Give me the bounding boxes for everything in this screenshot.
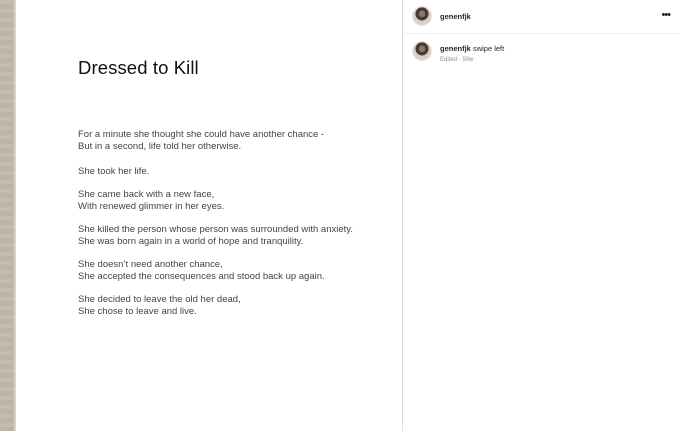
poem-line: She took her life.	[78, 166, 150, 177]
poem-line: For a minute she thought she could have another chance -	[78, 129, 325, 140]
caption-body: swipe left	[472, 44, 505, 53]
poem-stanza-4	[78, 224, 353, 249]
caption-text	[440, 44, 504, 53]
poem-stanza-1	[78, 129, 324, 154]
caption-comment	[413, 42, 670, 72]
poem-line: She killed the person whose person was surrounded with anxiety.	[78, 224, 353, 235]
more-horizontal-icon[interactable]: •••	[661, 9, 670, 21]
poem-line: But in a second, life told her otherwise.	[78, 141, 242, 153]
poem-title: Dressed to Kill	[78, 57, 199, 78]
poem-line: She came back with a new face,	[78, 189, 215, 200]
avatar[interactable]	[413, 7, 431, 25]
header-username[interactable]: genenfjk	[440, 12, 471, 21]
poem-stanza-5	[78, 259, 325, 284]
post-image	[16, 0, 402, 431]
avatar[interactable]	[413, 42, 431, 60]
poem-line: She doesn’t need another chance,	[78, 259, 223, 270]
poem-line: With renewed glimmer in her eyes.	[78, 201, 225, 213]
background-strip	[0, 0, 16, 431]
post-side-panel	[403, 0, 680, 431]
caption-username[interactable]: genenfjk	[440, 44, 471, 53]
poem-line: She decided to leave the old her dead,	[78, 294, 241, 305]
poem-stanza-2	[78, 166, 149, 178]
post-header	[403, 0, 680, 34]
caption-meta: Edited · 50w	[440, 57, 474, 63]
poem-stanza-3	[78, 189, 224, 214]
poem-stanza-6	[78, 294, 241, 319]
poem-line: She accepted the consequences and stood back up again.	[78, 271, 325, 283]
poem-line: She chose to leave and live.	[78, 306, 197, 318]
poem-line: She was born again in a world of hope and tranquility.	[78, 236, 304, 248]
